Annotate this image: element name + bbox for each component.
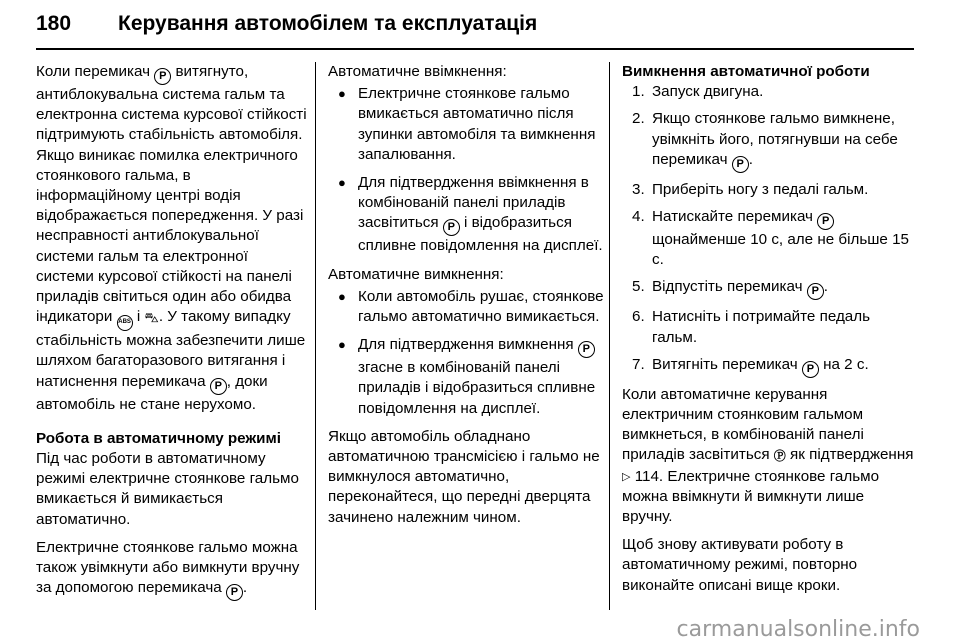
text: 114. Електричне стоянкове гальмо можна ввімкнути й вимкнути лише вручну. (622, 467, 880, 526)
list-item (328, 335, 604, 419)
step-number: 1. (632, 83, 645, 101)
parking-switch-icon: P (154, 68, 171, 85)
parking-switch-icon: P (807, 283, 824, 300)
parking-switch-icon: P (210, 378, 227, 395)
text: Якщо стоянкове гальмо вимкнене, увімкніть його, потягнувши на себе перемикач (652, 110, 898, 168)
paragraph (36, 538, 308, 601)
page-header (36, 10, 914, 52)
step-number: 4. (632, 208, 645, 226)
text: як підтвердження (785, 446, 914, 464)
paragraph: Щоб знову активувати роботу в автоматичному режимі, повторно виконайте описані вище кроки. (622, 536, 858, 594)
text: . (242, 579, 248, 597)
text: . (823, 278, 828, 296)
steps-list (622, 82, 918, 378)
step-number: 2. (632, 110, 645, 128)
text: Натисніть і потримайте педаль гальм. (652, 308, 871, 346)
text: Коли автоматичне керування електричним стоянковим гальмом вимкнеться, в комбінованій панелі приладів засвітиться (622, 385, 864, 464)
auto-off-indicator-icon: Ⓟ (773, 449, 786, 464)
text: Для підтвердження вимкнення (358, 336, 578, 354)
list-item (622, 82, 918, 102)
parking-brake-indicator-icon: P (578, 341, 595, 358)
step-number: 5. (632, 278, 645, 296)
text: Натискайте перемикач (652, 208, 818, 226)
text: згасне в комбінованій панелі приладів і відобразиться спливне повідомлення на дисплеї. (358, 359, 596, 417)
page-number: 180 (36, 12, 72, 35)
list-item (328, 173, 604, 257)
paragraph (36, 62, 308, 415)
paragraph: Під час роботи в автоматичному режимі електричне стоянкове гальмо вмикається й вимикається автоматично. (36, 450, 299, 528)
list-item (622, 109, 918, 172)
column-divider (609, 62, 610, 610)
text: Приберіть ногу з педалі гальм. (652, 180, 869, 198)
parking-switch-icon: P (226, 584, 243, 601)
column-3 (622, 62, 918, 604)
list-item: ● Електричне стоянкове гальмо вмикається автоматично після зупинки автомобіля та вимкнення запалювання. (328, 84, 604, 165)
list-item (622, 180, 918, 200)
text: витягнуто, антиблокувальна система гальм та електронна система курсової стійкості підтримують стабільність автомобіля. Якщо виникає помилка електричного стоянкового гальма, в інформаційному центрі водія відображається попередження. У разі несправності антиблокувальної системи гальм та електронної системи курсової стійкості на панелі приладів світиться один або обидва індикатори (36, 63, 307, 326)
parking-switch-icon: P (802, 361, 819, 378)
list-item (622, 355, 918, 378)
text: . У такому випадку стабільність можна забезпечити лише шляхом багаторазового витягання і натиснення перемикача (36, 308, 306, 390)
list-item (622, 277, 918, 300)
esc-indicator-icon: ⛍ (144, 309, 159, 326)
bullet-list (328, 84, 604, 256)
abs-indicator-icon: ABS (117, 315, 133, 331)
text: Для підтвердження ввімкнення в комбінованій панелі приладів засвітиться (358, 174, 589, 232)
step-number: 6. (632, 308, 645, 326)
text: . (748, 150, 753, 168)
column-2 (328, 62, 604, 536)
text: щонайменше 10 с, але не більше 15 с. (652, 231, 909, 269)
text: і (132, 308, 145, 326)
list-item (622, 307, 918, 347)
paragraph: Якщо автомобіль обладнано автоматичною трансмісією і гальмо не вимкнулося автоматично, переконайтеся, що передні дверцята зачинено належним чином. (328, 427, 600, 526)
paragraph (622, 385, 918, 527)
step-number: 3. (632, 180, 645, 198)
text: і відобразиться спливне повідомлення на дисплеї. (358, 214, 603, 255)
text: , доки автомобіль не стане нерухомо. (36, 372, 268, 413)
section-heading: Вимкнення автоматичної роботи (622, 63, 870, 80)
text: Коли перемикач (36, 63, 155, 80)
text: Відпустіть перемикач (652, 278, 807, 296)
parking-brake-indicator-icon: P (443, 219, 460, 236)
column-1 (36, 62, 308, 609)
step-number: 7. (632, 355, 645, 373)
parking-switch-icon: P (732, 156, 749, 173)
text: на 2 с. (818, 355, 869, 373)
text: Запуск двигуна. (652, 83, 764, 101)
list-item: ● Коли автомобіль рушає, стоянкове гальмо автоматично вимикається. (328, 287, 604, 327)
text: Витягніть перемикач (652, 355, 802, 373)
page-title: Керування автомобілем та експлуатація (118, 12, 538, 35)
reference-arrow-icon: ▷ (622, 470, 631, 483)
column-divider (315, 62, 316, 610)
header-rule (36, 48, 914, 50)
auto-on-label: Автоматичне ввімкнення: (328, 63, 507, 80)
list-item (622, 207, 918, 270)
auto-off-label: Автоматичне вимкнення: (328, 265, 504, 283)
parking-switch-icon: P (817, 213, 834, 230)
bullet-list (328, 287, 604, 419)
text: Електричне стоянкове гальмо можна також увімкнути або вимкнути вручну за допомогою перемикача (36, 538, 300, 597)
section-heading: Робота в автоматичному режимі (36, 429, 281, 447)
watermark: carmanualsonline.info (676, 617, 920, 642)
